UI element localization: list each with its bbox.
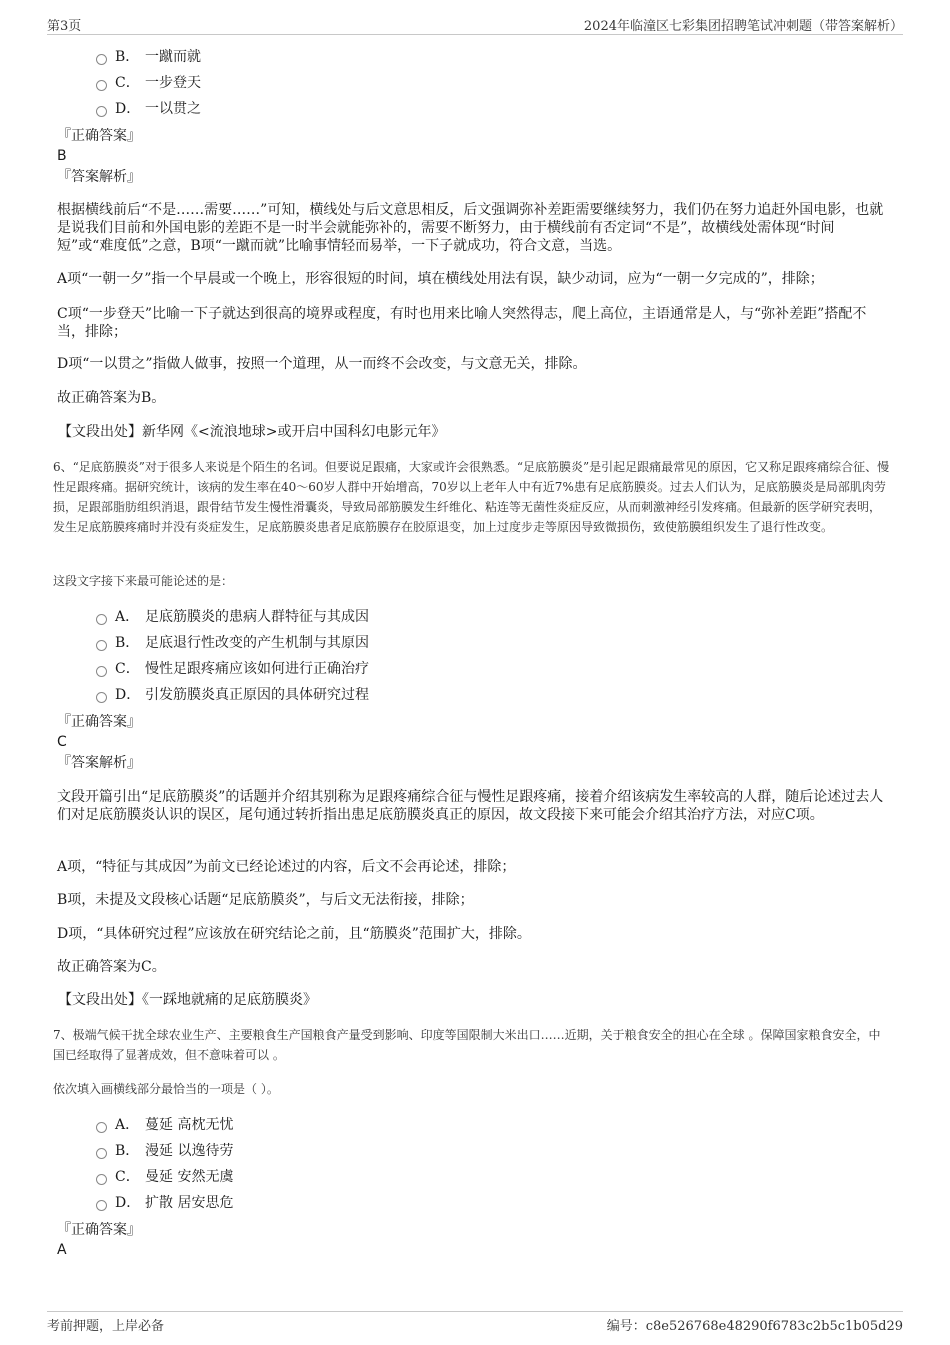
radio-icon[interactable] <box>96 54 107 65</box>
footer-serial: 编号：c8e526768e48290f6783c2b5c1b05d29 <box>606 1319 903 1334</box>
q7-option-a[interactable]: A． 蔓延 高枕无忧 <box>96 1115 233 1135</box>
q6-conclusion: 故正确答案为C。 <box>57 959 166 975</box>
document-title: 2024年临潼区七彩集团招聘笔试冲刺题（带答案解析） <box>583 19 903 34</box>
q5-conclusion: 故正确答案为B。 <box>57 390 166 406</box>
q6-prompt: 这段文字接下来最可能论述的是： <box>53 574 234 588</box>
radio-icon[interactable] <box>96 614 107 625</box>
q5-analysis-main: 根据横线前后“不是……需要……”可知，横线处与后文意思相反，后文强调弥补差距需要继续努力，我们仍在努力追赶外国电影，也就是说我们目前和外国电影的差距不是一时半会就能弥补的，需要不断努力，由于横线前有否定词“不是”，故横线处需体现“时间短”或“难度低”之意，B项“一蹴而就”比喻事情轻而易举，一下子就成功，符合文意，当选。 <box>57 202 884 254</box>
q5-analysis-c: C项“一步登天”比喻一下子就达到很高的境界或程度，有时也用来比喻人突然得志，爬上高位，主语通常是人，与“弥补差距”搭配不当，排除； <box>57 306 867 340</box>
q6-option-c[interactable]: C． 慢性足跟疼痛应该如何进行正确治疗 <box>96 659 369 679</box>
radio-icon[interactable] <box>96 666 107 677</box>
q5-correct-answer-label: 『正确答案』 <box>57 128 141 144</box>
radio-icon[interactable] <box>96 692 107 703</box>
q5-analysis-d: D项“一以贯之”指做人做事，按照一个道理，从一而终不会改变，与文意无关，排除。 <box>57 356 587 372</box>
header-divider <box>47 34 903 35</box>
q7-option-c[interactable]: C． 曼延 安然无虞 <box>96 1167 233 1187</box>
q6-option-a[interactable]: A． 足底筋膜炎的患病人群特征与其成因 <box>96 607 369 627</box>
radio-icon[interactable] <box>96 1148 107 1159</box>
q6-answer: C <box>57 734 67 750</box>
q5-option-d[interactable]: D． 一以贯之 <box>96 99 201 119</box>
q7-option-d[interactable]: D． 扩散 居安思危 <box>96 1193 233 1213</box>
radio-icon[interactable] <box>96 1174 107 1185</box>
q6-analysis-label: 『答案解析』 <box>57 755 141 771</box>
q6-analysis-a: A项，“特征与其成因”为前文已经论述过的内容，后文不会再论述，排除； <box>57 859 516 875</box>
q7-stem: 7、极端气候干扰全球农业生产、主要粮食生产国粮食产量受到影响、印度等国限制大米出口……近期，关于粮食安全的担心在全球 。保障国家粮食安全，中国已经取得了显著成效，但不意味着可以 。 <box>53 1028 881 1062</box>
footer-divider <box>47 1311 903 1312</box>
q6-stem: 6、“足底筋膜炎”对于很多人来说是个陌生的名词。但要说足跟痛，大家或许会很熟悉。“足底筋膜炎”是引起足跟痛最常见的原因，它又称足跟疼痛综合征、慢性足跟疼痛。据研究统计，该病的发生率在40～60岁人群中开始增高，70岁以上老年人中有近7%患有足底筋膜炎。过去人们认为，足底筋膜炎是局部肌肉劳损，足跟部脂肪组织消退，跟骨结节发生慢性滑囊炎，导致局部筋膜发生纤维化、粘连等无菌性炎症反应，从而刺激神经引发疼痛。但最新的医学研究表明，发生足底筋膜疼痛时并没有炎症发生，足底筋膜炎患者足底筋膜存在胶原退变，加上过度步走等原因导致微损伤，致使筋膜组织发生了退行性改变。 <box>53 460 890 534</box>
q6-option-d[interactable]: D． 引发筋膜炎真正原因的具体研究过程 <box>96 685 369 705</box>
q7-option-b[interactable]: B． 漫延 以逸待劳 <box>96 1141 233 1161</box>
radio-icon[interactable] <box>96 640 107 651</box>
q5-answer: B <box>57 148 67 164</box>
q5-analysis-label: 『答案解析』 <box>57 169 141 185</box>
q7-answer: A <box>57 1242 67 1258</box>
q7-correct-answer-label: 『正确答案』 <box>57 1222 141 1238</box>
radio-icon[interactable] <box>96 80 107 91</box>
radio-icon[interactable] <box>96 106 107 117</box>
page-number: 第3页 <box>47 19 82 34</box>
radio-icon[interactable] <box>96 1200 107 1211</box>
radio-icon[interactable] <box>96 1122 107 1133</box>
q6-analysis-b: B项，未提及文段核心话题“足底筋膜炎”，与后文无法衔接，排除； <box>57 892 474 908</box>
q6-option-b[interactable]: B． 足底退行性改变的产生机制与其原因 <box>96 633 369 653</box>
q5-analysis-a: A项“一朝一夕”指一个早晨或一个晚上，形容很短的时间，填在横线处用法有误，缺少动词，应为“一朝一夕完成的”，排除； <box>57 271 824 287</box>
q7-prompt: 依次填入画横线部分最恰当的一项是（ ）。 <box>53 1082 279 1096</box>
q6-analysis-d: D项，“具体研究过程”应该放在研究结论之前，且“筋膜炎”范围扩大，排除。 <box>57 926 531 942</box>
q5-source: 【文段出处】新华网《<流浪地球>或开启中国科幻电影元年》 <box>58 424 446 440</box>
q6-source: 【文段出处】《一踩地就痛的足底筋膜炎》 <box>58 992 317 1008</box>
footer-slogan: 考前押题，上岸必备 <box>47 1319 165 1334</box>
q6-correct-answer-label: 『正确答案』 <box>57 714 141 730</box>
q5-option-b[interactable]: B． 一蹴而就 <box>96 47 201 67</box>
q5-option-c[interactable]: C． 一步登天 <box>96 73 201 93</box>
q6-analysis-main: 文段开篇引出“足底筋膜炎”的话题并介绍其别称为足跟疼痛综合征与慢性足跟疼痛，接着介绍该病发生率较高的人群，随后论述过去人们对足底筋膜炎认识的误区，尾句通过转折指出患足底筋膜炎真正的原因，故文段接下来可能会介绍其治疗方法，对应C项。 <box>57 789 884 823</box>
